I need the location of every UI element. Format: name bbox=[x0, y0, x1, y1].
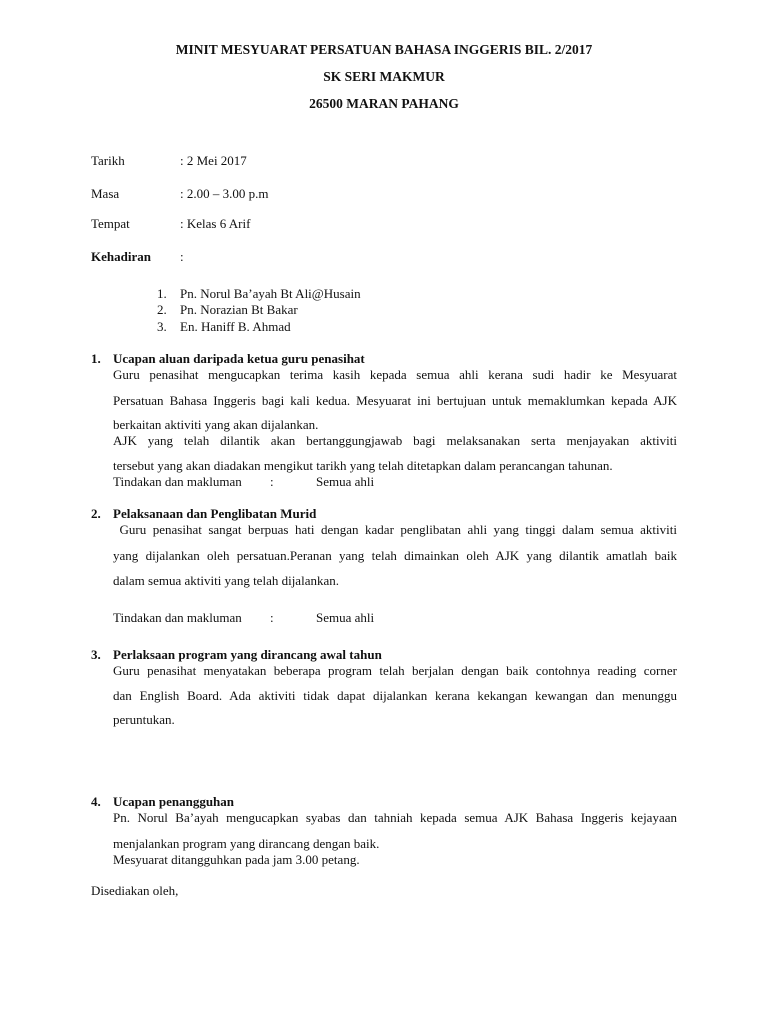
kehadiran-label: Kehadiran bbox=[91, 249, 151, 264]
section-number: 1. bbox=[91, 351, 101, 366]
tempat-label: Tempat bbox=[91, 216, 130, 231]
action-value: Semua ahli bbox=[316, 474, 375, 489]
section-heading: Ucapan aluan daripada ketua guru penasihat bbox=[113, 351, 365, 366]
prepared-by: Disediakan oleh, bbox=[91, 883, 179, 898]
section-heading: Pelaksanaan dan Penglibatan Murid bbox=[113, 506, 317, 521]
section-number: 3. bbox=[91, 647, 101, 662]
paragraph-line: peruntukan. bbox=[113, 712, 175, 727]
section-number: 4. bbox=[91, 794, 101, 809]
masa-label: Masa bbox=[91, 186, 120, 201]
action-colon: : bbox=[270, 610, 274, 625]
action-colon: : bbox=[270, 474, 274, 489]
section-number: 2. bbox=[91, 506, 101, 521]
paragraph-line: dalam semua aktiviti yang telah dijalankan. bbox=[113, 573, 339, 588]
school-address: 26500 MARAN PAHANG bbox=[309, 96, 459, 111]
attendee-number: 3. bbox=[157, 319, 167, 334]
section-heading: Perlaksaan program yang dirancang awal tahun bbox=[113, 647, 382, 662]
paragraph-line: dan English Board. Ada aktiviti tidak dapat dijalankan kerana kekangan kewangan dan menunggu bbox=[113, 688, 677, 703]
school-name: SK SERI MAKMUR bbox=[323, 69, 445, 84]
paragraph-line: yang dijalankan oleh persatuan.Peranan yang telah dimainkan oleh AJK yang dilantik amatlah baik bbox=[113, 548, 677, 563]
attendee-name: Pn. Norazian Bt Bakar bbox=[180, 302, 298, 317]
paragraph-line: Mesyuarat ditangguhkan pada jam 3.00 petang. bbox=[113, 852, 360, 867]
paragraph-line: Persatuan Bahasa Inggeris bagi kali kedua. Mesyuarat ini bertujuan untuk memaklumkan kepada AJK bbox=[113, 393, 677, 408]
paragraph-line: Guru penasihat sangat berpuas hati dengan kadar penglibatan ahli yang tinggi dalam semua aktiviti bbox=[113, 522, 677, 537]
paragraph-line: berkaitan aktiviti yang akan dijalankan. bbox=[113, 417, 319, 432]
action-label: Tindakan dan makluman bbox=[113, 474, 242, 489]
paragraph-line: menjalankan program yang dirancang dengan baik. bbox=[113, 836, 380, 851]
paragraph-line: Guru penasihat menyatakan beberapa program telah berjalan dengan baik contohnya reading corner bbox=[113, 663, 677, 678]
tempat-value: : Kelas 6 Arif bbox=[180, 216, 251, 231]
action-label: Tindakan dan makluman bbox=[113, 610, 242, 625]
paragraph-line: AJK yang telah dilantik akan bertanggungjawab bagi melaksanakan serta menjayakan aktiviti bbox=[113, 433, 677, 448]
masa-value: : 2.00 – 3.00 p.m bbox=[180, 186, 269, 201]
attendee-number: 2. bbox=[157, 302, 167, 317]
tarikh-value: : 2 Mei 2017 bbox=[180, 153, 247, 168]
attendee-number: 1. bbox=[157, 286, 167, 301]
action-value: Semua ahli bbox=[316, 610, 375, 625]
document-title: MINIT MESYUARAT PERSATUAN BAHASA INGGERIS BIL. 2/2017 bbox=[175, 42, 593, 57]
paragraph-line: Guru penasihat mengucapkan terima kasih kepada semua ahli kerana sudi hadir ke Mesyuarat bbox=[113, 367, 677, 382]
attendee-name: Pn. Norul Ba’ayah Bt Ali@Husain bbox=[180, 286, 361, 301]
attendee-name: En. Haniff B. Ahmad bbox=[180, 319, 291, 334]
kehadiran-colon: : bbox=[180, 249, 184, 264]
section-heading: Ucapan penangguhan bbox=[113, 794, 235, 809]
paragraph-line: Pn. Norul Ba’ayah mengucapkan syabas dan tahniah kepada semua AJK Bahasa Inggeris kejayaan bbox=[113, 810, 677, 825]
tarikh-label: Tarikh bbox=[91, 153, 125, 168]
paragraph-line: tersebut yang akan diadakan mengikut tarikh yang telah ditetapkan dalam perancangan tahunan. bbox=[113, 458, 613, 473]
